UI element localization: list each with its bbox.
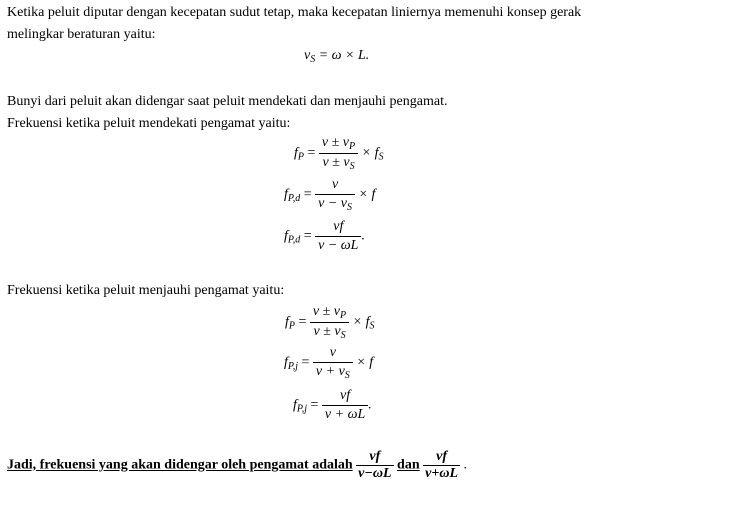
- equation-approach-general: $f_P$ = $\frac{v \pm v_P}{v \pm v_S}$ × $f_S$: [294, 135, 384, 172]
- conclusion: Jadi, frekuensi yang akan didengar oleh pengamat adalah $\frac{vf}{v-\omega L}$ dan $\frac{vf}{v+\omega L}$ .: [7, 449, 467, 481]
- equation-linear-velocity: $v_S = \omega \times L$.: [304, 48, 370, 65]
- fraction: $\frac{vf}{v + \omega L}$: [322, 388, 368, 423]
- fraction: $\frac{vf}{v - \omega L}$: [315, 219, 361, 254]
- equation-recede-substituted: $f_{P,j}$ = $\frac{v}{v + v_S}$ × f: [284, 345, 374, 381]
- paragraph-line: melingkar beraturan yaitu:: [7, 27, 156, 42]
- conclusion-text: Jadi, frekuensi yang akan didengar oleh pengamat adalah: [7, 457, 353, 473]
- fraction: $\frac{v \pm v_P}{v \pm v_S}$: [310, 304, 349, 341]
- paragraph-line: Bunyi dari peluit akan didengar saat peluit mendekati dan menjauhi pengamat.: [7, 94, 448, 109]
- fraction: $\frac{v}{v + v_S}$: [313, 345, 353, 381]
- paragraph-line: Ketika peluit diputar dengan kecepatan sudut tetap, maka kecepatan liniernya memenuhi konsep gerak: [7, 5, 582, 20]
- conclusion-fraction-recede: $\frac{vf}{v+\omega L}$: [425, 449, 458, 481]
- paragraph-line: Frekuensi ketika peluit menjauhi pengamat yaitu:: [7, 283, 285, 298]
- equation-approach-result: $f_{P,d}$ = $\frac{vf}{v - \omega L}$ .: [284, 219, 365, 253]
- paragraph-line: Frekuensi ketika peluit mendekati pengamat yaitu:: [7, 116, 291, 131]
- equation-recede-general: $f_P$ = $\frac{v \pm v_P}{v \pm v_S}$ × $f_S$: [285, 304, 375, 341]
- fraction: $\frac{v}{v - v_S}$: [315, 177, 355, 213]
- equation-recede-result: $f_{P,j}$ = $\frac{vf}{v + \omega L}$ .: [293, 388, 372, 422]
- equation-approach-substituted: $f_{P,d}$ = $\frac{v}{v - v_S}$ × f: [284, 177, 376, 213]
- conclusion-connector: dan: [397, 457, 420, 473]
- fraction: $\frac{v \pm v_P}{v \pm v_S}$: [319, 135, 358, 172]
- conclusion-fraction-approach: $\frac{vf}{v-\omega L}$: [358, 449, 392, 481]
